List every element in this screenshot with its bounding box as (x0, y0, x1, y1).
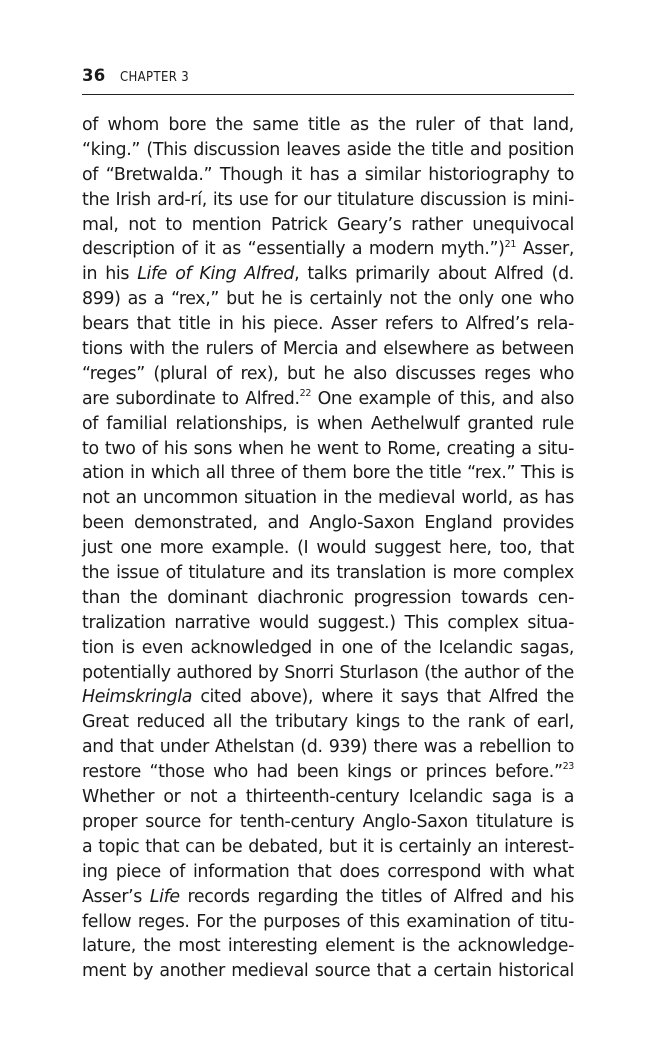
text-line: lature, the most interesting element is the acknowledge- (82, 936, 574, 957)
page-number: 36 (82, 66, 106, 85)
footnote-ref-21: 21 (504, 238, 517, 250)
text-line: ation in which all three of them bore the title “rex.” This is (82, 463, 574, 484)
book-title-italic: Life (149, 886, 180, 907)
book-title-italic: Heimskringla (82, 687, 193, 708)
text-line: “king.” (This discussion leaves aside the title and position (82, 139, 574, 160)
text-line: than the dominant diachronic progression towards cen- (82, 587, 574, 608)
text-line: a topic that can be debated, but it is certainly an interest- (82, 836, 574, 857)
text-line: Whether or not a thirteenth-century Icelandic saga is a (82, 787, 574, 808)
text-line: of whom bore the same title as the ruler of that land, (82, 115, 574, 135)
text-line: Great reduced all the tributary kings to the rank of earl, (82, 712, 574, 733)
footnote-ref-22: 22 (299, 388, 312, 399)
book-title-italic: Life of King Alfred (137, 264, 295, 285)
text-line: tions with the rulers of Mercia and elsewhere as between (82, 339, 574, 360)
text-line: “reges” (plural of rex), but he also discusses reges who (82, 363, 574, 384)
text-line: mal, not to mention Patrick Geary’s rather unequivocal (82, 214, 574, 235)
text-line: description of it as “essentially a modern myth.”)$^{21}$ Asser, (82, 238, 574, 260)
text-line: of “Bretwalda.” Though it has a similar historiography to (82, 164, 574, 185)
text-line: the Irish ard-rí, its use for our titulature discussion is mini- (82, 189, 574, 210)
text-line: in his Life of King Alfred, talks primarily about Alfred (d. (82, 264, 574, 285)
text-line: to two of his sons when he went to Rome, creating a situ- (82, 438, 574, 459)
text-line: the issue of titulature and its translation is more complex (82, 563, 574, 584)
body-text (82, 113, 574, 984)
text-line: bears that title in his piece. Asser refers to Alfred’s rela- (82, 314, 574, 335)
text-line: of familial relationships, is when Aethelwulf granted rule (82, 413, 574, 434)
text-line: tion is even acknowledged in one of the Icelandic sagas, (82, 637, 574, 658)
text-line: fellow reges. For the purposes of this examination of titu- (82, 911, 574, 932)
text-line: ment by another medieval source that a certain historical (82, 961, 574, 982)
text-line: potentially authored by Snorri Sturlason (the author of the (82, 662, 574, 683)
text-line: just one more example. (I would suggest here, too, that (82, 538, 574, 559)
text-line: are subordinate to Alfred.$^{22}$ One example of this, and also (82, 388, 574, 409)
text-line: proper source for tenth-century Anglo-Saxon titulature is (82, 811, 574, 832)
text-line: 899) as a “rex,” but he is certainly not the only one who (82, 289, 574, 310)
text-line: Asser’s Life records regarding the titles of Alfred and his (82, 886, 574, 907)
running-head (82, 66, 574, 95)
book-page (82, 66, 574, 984)
text-line: restore “those who had been kings or princes before.”$^{23}$ (82, 761, 574, 783)
text-line: and that under Athelstan (d. 939) there was a rebellion to (82, 737, 574, 758)
chapter-label: CHAPTER 3 (119, 70, 189, 85)
text-line: not an uncommon situation in the medieval world, as has (82, 488, 574, 509)
text-line: ing piece of information that does correspond with what (82, 861, 574, 882)
footnote-ref-23: 23 (562, 761, 574, 773)
text-line: been demonstrated, and Anglo-Saxon England provides (82, 513, 574, 534)
text-line: tralization narrative would suggest.) This complex situa- (82, 612, 574, 633)
text-line: Heimskringla cited above), where it says that Alfred the (82, 687, 574, 708)
